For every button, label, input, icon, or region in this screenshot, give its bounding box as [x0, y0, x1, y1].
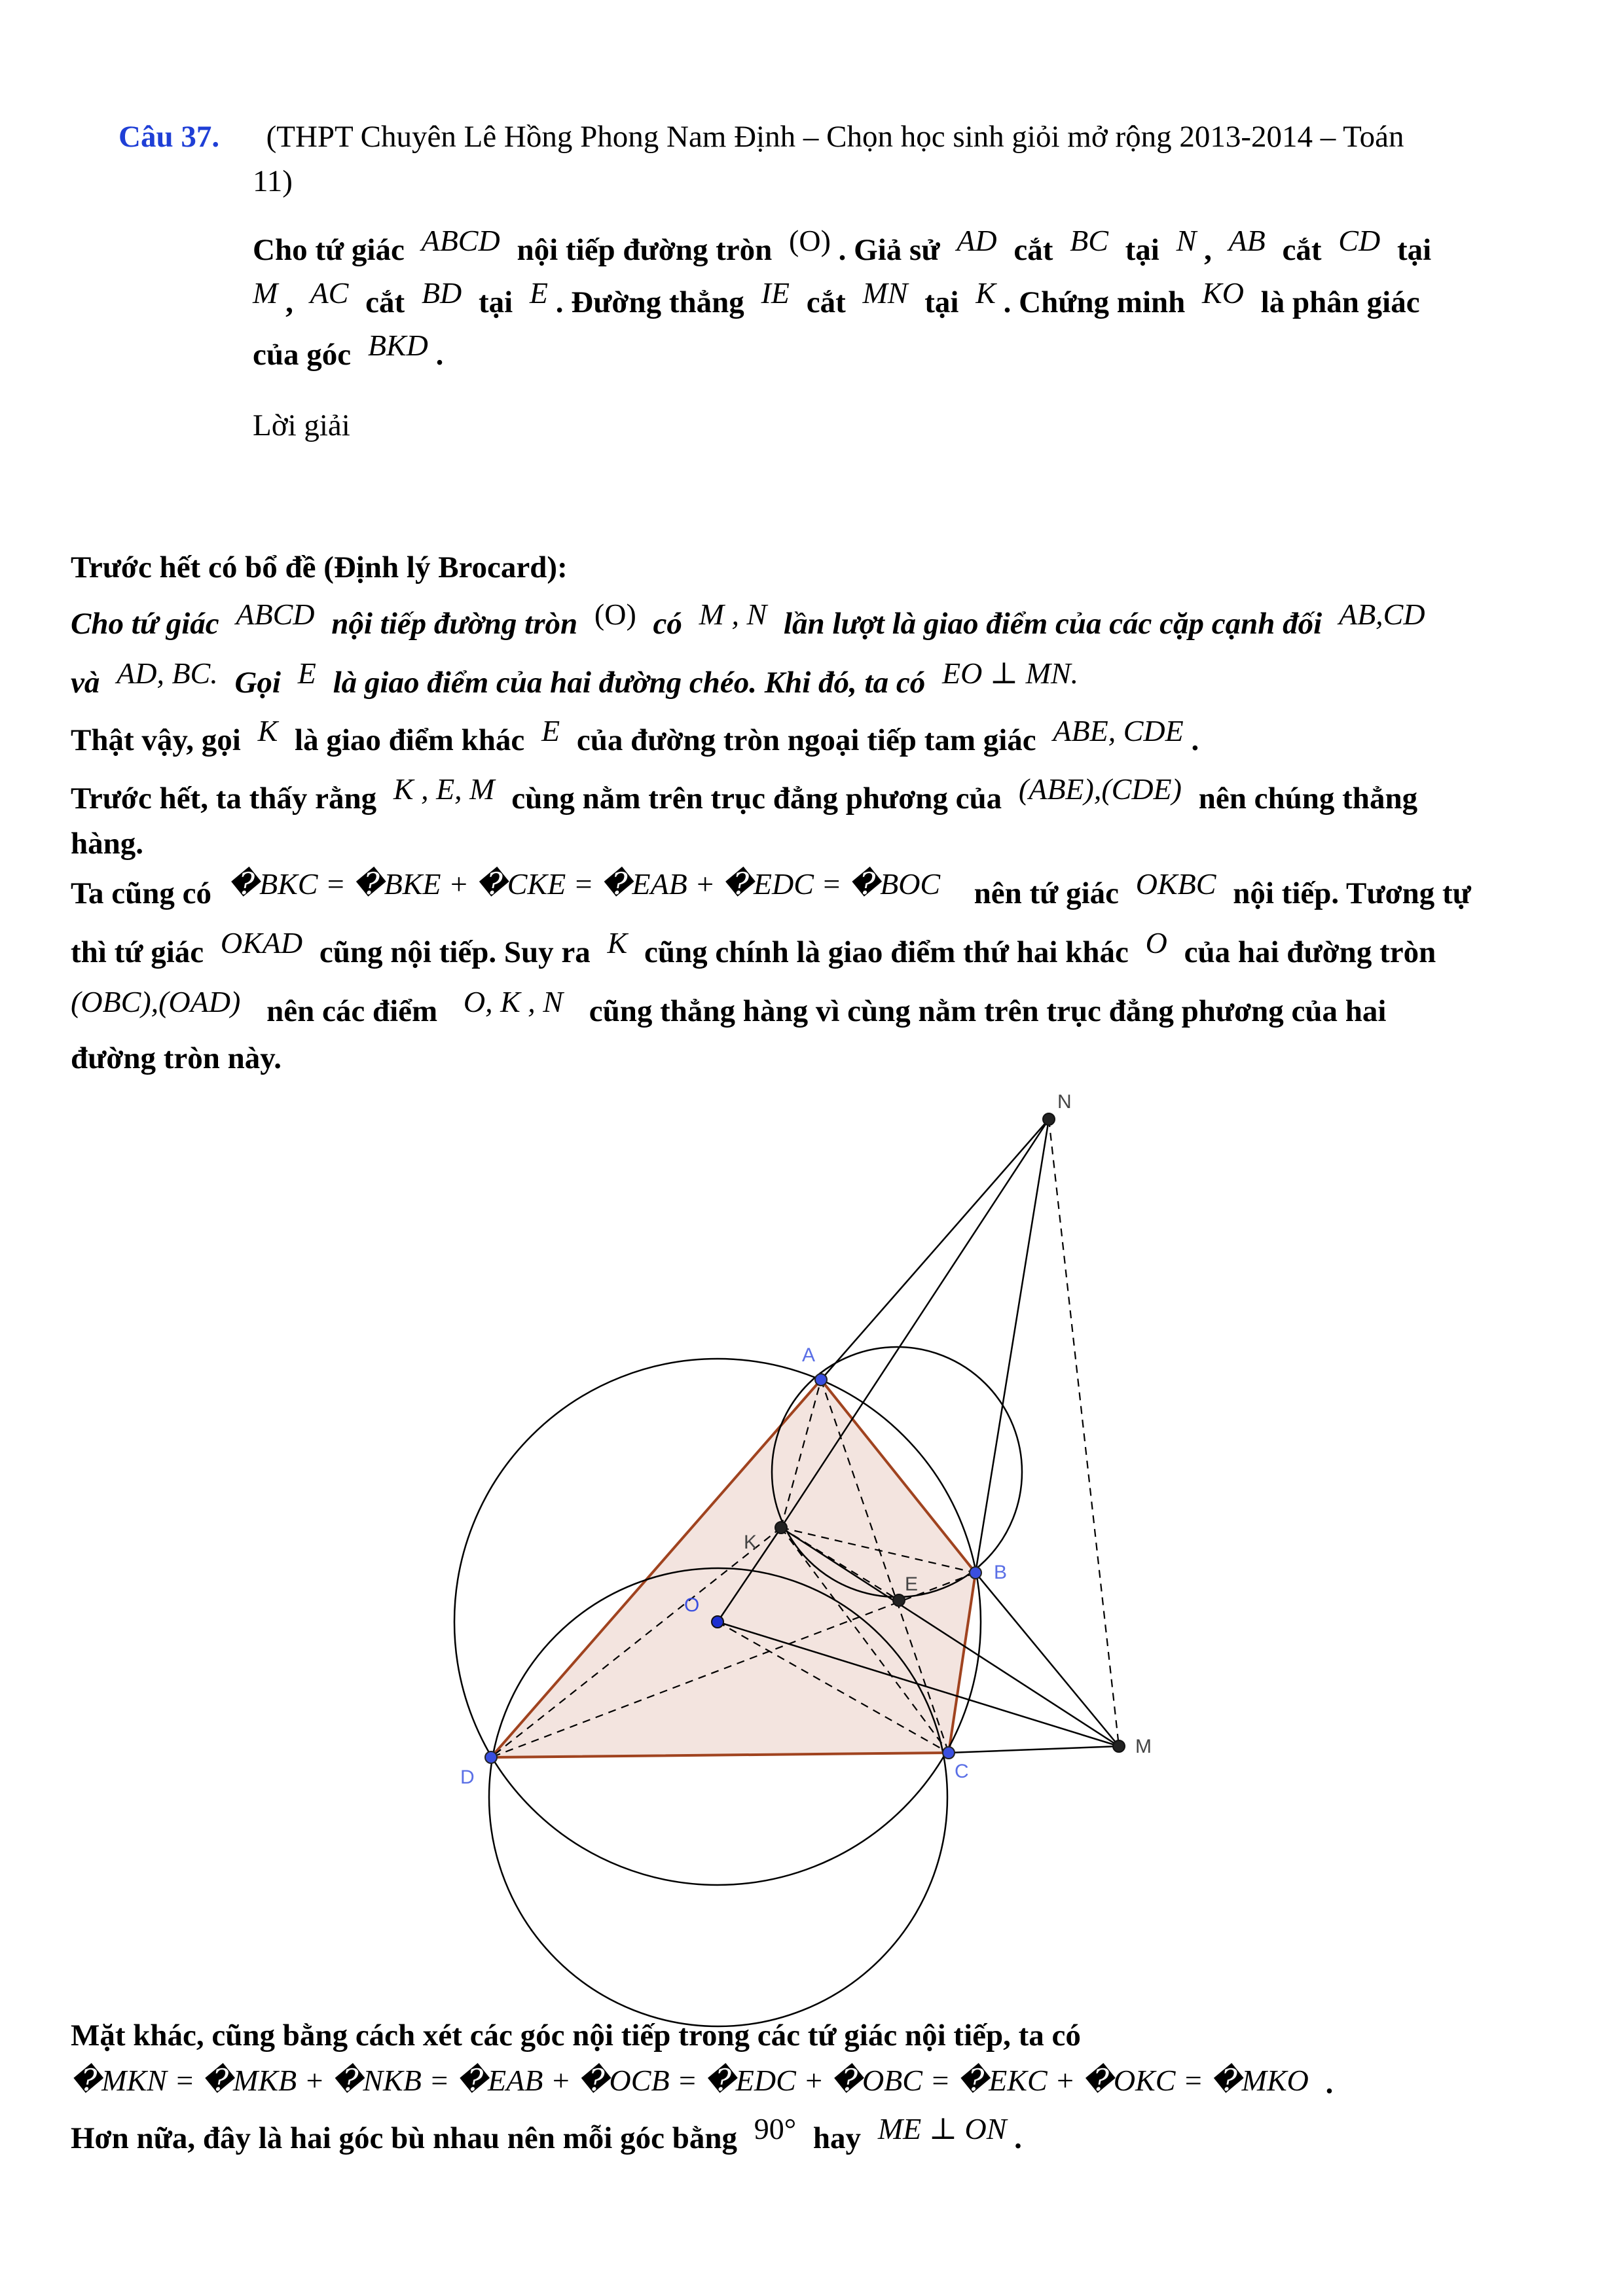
- text: cũng nội tiếp. Suy ra: [319, 935, 591, 969]
- math: M: [253, 276, 278, 310]
- math: AB: [1228, 224, 1266, 257]
- label-a: A: [802, 1344, 816, 1366]
- text: Mặt khác, cũng bằng cách xét các góc nội tiếp trong các tứ giác nội tiếp, ta có: [71, 2018, 1081, 2053]
- text: cũng thẳng hàng vì cùng nằm trên trục đẳng phương của hai: [589, 994, 1387, 1028]
- text: là phân giác: [1260, 285, 1420, 319]
- math: K: [607, 926, 628, 960]
- label-n: N: [1057, 1091, 1072, 1113]
- math: BD: [421, 276, 462, 310]
- question-source: (THPT Chuyên Lê Hồng Phong Nam Định – Chọn học sinh giỏi mở rộng 2013-2014 – Toán: [266, 120, 1404, 154]
- text: nội tiếp. Tương tự: [1233, 876, 1471, 910]
- text: nên tứ giác: [974, 876, 1120, 910]
- text: hay: [812, 2121, 862, 2155]
- label-c: C: [955, 1761, 969, 1782]
- text: cắt: [1282, 233, 1322, 267]
- math: 90°: [754, 2112, 797, 2145]
- text: của góc: [253, 338, 352, 372]
- math: AC: [310, 276, 349, 310]
- lemma-heading-text: Trước hết có bổ đề (Định lý Brocard):: [71, 550, 568, 584]
- point-o: [712, 1616, 723, 1628]
- label-e: E: [905, 1573, 919, 1595]
- math: M , N: [699, 598, 767, 631]
- math: ABCD: [421, 224, 500, 257]
- text: tại: [1396, 233, 1432, 267]
- math: (O): [594, 598, 636, 631]
- label-k: K: [744, 1532, 757, 1553]
- after-line-3: [71, 2112, 1022, 2156]
- text: Thật vậy, gọi: [71, 723, 241, 757]
- math: E: [541, 714, 560, 747]
- text: .: [1325, 2066, 1334, 2100]
- text: Hơn nữa, đây là hai góc bù nhau nên mỗi góc bằng: [71, 2121, 738, 2155]
- math: OKBC: [1135, 867, 1216, 901]
- text: Trước hết, ta thấy rằng: [71, 781, 377, 816]
- line-bn: [976, 1119, 1049, 1573]
- label-o: O: [684, 1594, 700, 1616]
- math: AB,CD: [1338, 598, 1425, 631]
- point-k: [775, 1522, 787, 1534]
- math: (O): [789, 224, 831, 257]
- text: tại: [1125, 233, 1159, 267]
- math: �MKN = �MKB + �NKB = �EAB + �OCB = �EDC + �OBC = �EKC + �OKC = �MKO: [71, 2064, 1309, 2097]
- math: K: [976, 276, 996, 310]
- text: thì tứ giác: [71, 935, 204, 969]
- text: . Giả sử: [838, 233, 940, 267]
- label-b: B: [994, 1562, 1008, 1583]
- text: cắt: [365, 285, 405, 319]
- text: nội tiếp đường tròn: [517, 233, 773, 267]
- text: và: [71, 666, 100, 700]
- text: Ta cũng có: [71, 876, 212, 910]
- math: ME ⊥ ON: [877, 2112, 1007, 2145]
- text: cùng nằm trên trục đẳng phương của: [511, 781, 1002, 816]
- math: N: [1176, 224, 1197, 257]
- math: KO: [1202, 276, 1244, 310]
- text: của hai đường tròn: [1184, 935, 1436, 969]
- line-kn: [781, 1119, 1049, 1528]
- text: .: [1014, 2121, 1022, 2155]
- line-nm-dashed: [1049, 1119, 1119, 1746]
- text: nội tiếp đường tròn: [331, 607, 578, 641]
- text: .: [435, 338, 444, 372]
- solution-label-text: Lời giải: [253, 408, 350, 442]
- text: ,: [1204, 233, 1212, 267]
- math: K: [257, 714, 278, 747]
- text: tại: [478, 285, 513, 319]
- text: . Chứng minh: [1003, 285, 1186, 319]
- text: là giao điểm khác: [295, 723, 525, 757]
- text: lần lượt là giao điểm của các cặp cạnh đối: [783, 607, 1322, 641]
- math: MN: [862, 276, 908, 310]
- math: K , E, M: [393, 772, 495, 806]
- text: nên chúng thẳng: [1198, 781, 1418, 816]
- math: BC: [1070, 224, 1108, 257]
- question-source-line2: 11): [253, 164, 293, 198]
- text: của đường tròn ngoại tiếp tam giác: [576, 723, 1036, 757]
- math: IE: [761, 276, 790, 310]
- after-line-2: [71, 2066, 1333, 2101]
- math: O, K , N: [463, 985, 563, 1018]
- text: cắt: [1013, 233, 1053, 267]
- text: .: [1191, 723, 1199, 757]
- math: CD: [1338, 224, 1381, 257]
- question-number: Câu 37.: [119, 120, 220, 154]
- math: O: [1145, 926, 1167, 960]
- math: EO ⊥ MN.: [941, 656, 1079, 690]
- math: (OBC),(OAD): [71, 985, 241, 1018]
- point-n: [1043, 1113, 1055, 1125]
- point-a: [815, 1374, 827, 1386]
- text: cắt: [806, 285, 846, 319]
- label-d: D: [460, 1767, 475, 1788]
- point-e: [893, 1594, 905, 1606]
- text: Gọi: [234, 666, 281, 700]
- math: E: [297, 656, 316, 690]
- math: AD: [957, 224, 997, 257]
- math: ABCD: [236, 598, 315, 631]
- after-line-1: [71, 2018, 1081, 2053]
- point-m: [1113, 1740, 1125, 1752]
- point-c: [943, 1747, 955, 1759]
- math: BKD: [367, 329, 428, 362]
- label-m: M: [1135, 1736, 1152, 1757]
- text: tại: [924, 285, 959, 319]
- text: Cho tứ giác: [253, 233, 405, 267]
- text: Cho tứ giác: [71, 607, 219, 641]
- point-d: [485, 1751, 497, 1763]
- point-b: [970, 1567, 981, 1579]
- math: AD, BC.: [117, 656, 218, 690]
- math: (ABE),(CDE): [1018, 772, 1182, 806]
- text: . Đường thẳng: [555, 285, 744, 319]
- math: ABE, CDE: [1053, 714, 1184, 747]
- line-cm: [949, 1746, 1119, 1753]
- text: nên các điểm: [266, 994, 438, 1028]
- math: E: [529, 276, 549, 310]
- text: có: [653, 607, 682, 641]
- text: đường tròn này.: [71, 1041, 282, 1075]
- text: hàng.: [71, 827, 144, 861]
- line-an: [821, 1119, 1049, 1380]
- line-bm: [976, 1573, 1119, 1746]
- math: �BKC = �BKE + �CKE = �EAB + �EDC = �BOC: [228, 867, 941, 901]
- text: ,: [285, 285, 293, 319]
- math: OKAD: [220, 926, 303, 960]
- text: là giao điểm của hai đường chéo. Khi đó, ta có: [333, 666, 926, 700]
- text: cũng chính là giao điểm thứ hai khác: [644, 935, 1129, 969]
